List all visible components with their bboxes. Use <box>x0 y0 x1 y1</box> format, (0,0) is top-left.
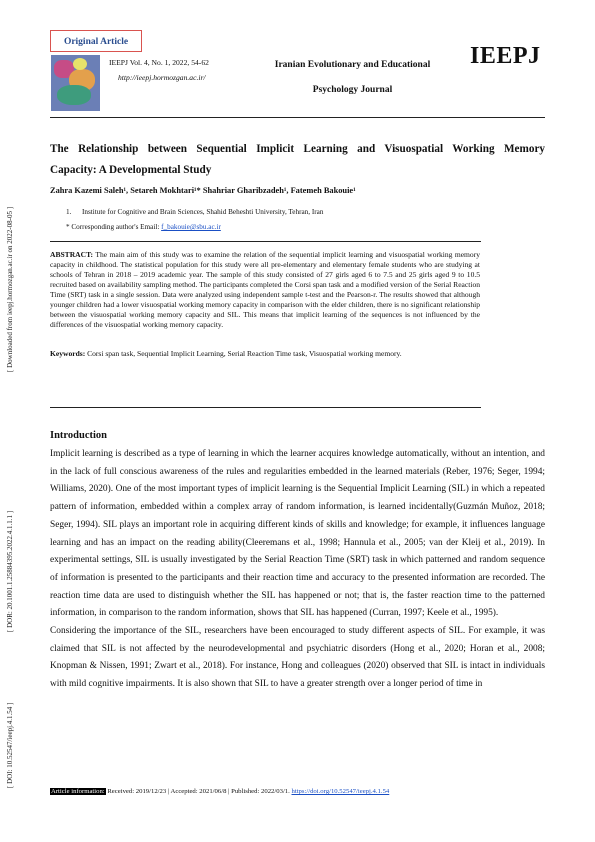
journal-name-line2: Psychology Journal <box>312 85 393 95</box>
corresponding-author <box>66 223 221 231</box>
article-info-footer <box>50 788 389 795</box>
corr-email-link[interactable]: f_bakouie@sbu.ac.ir <box>161 223 221 231</box>
side-dor: [ DOR: 20.1001.1.25884395.2022.4.1.1.1 ] <box>6 510 14 632</box>
abstract-top-rule <box>50 241 481 242</box>
abstract-bottom-rule <box>50 407 481 408</box>
doi-link[interactable]: https://doi.org/10.52547/ieepj.4.1.54 <box>291 788 390 795</box>
footer-label: Article information: <box>51 788 105 795</box>
keywords-label: Keywords: <box>50 349 86 358</box>
journal-abbreviation: IEEPJ <box>470 43 541 69</box>
journal-cover-image <box>51 55 100 111</box>
abstract <box>50 250 480 330</box>
side-downloaded-note: [ Downloaded from ieepj.hormozgan.ac.ir on 2022-08-05 ] <box>6 206 14 372</box>
author-list: Zahra Kazemi Saleh¹, Setareh Mokhtari¹* Shahriar Gharibzadeh¹, Fatemeh Bakouie¹ <box>50 186 356 195</box>
journal-url[interactable]: http://ieepj.hormozgan.ac.ir/ <box>118 73 206 82</box>
footer-dates: Received: 2019/12/23 | Accepted: 2021/06/8 | Published: 2022/03/1. <box>105 788 292 795</box>
affiliation <box>66 208 323 216</box>
introduction-body <box>50 446 545 694</box>
side-doi: [ DOI: 10.52547/ieepj.4.1.54 ] <box>6 702 14 788</box>
keywords-text: Corsi span task, Sequential Implicit Learning, Serial Reaction Time task, Visuospatial working memory. <box>85 349 402 358</box>
corr-label: * Corresponding author's Email: <box>66 223 162 231</box>
affiliation-text: Institute for Cognitive and Brain Sciences, Shahid Beheshti University, Tehran, Iran <box>82 208 324 216</box>
journal-name-line1: Iranian Evolutionary and Educational <box>274 60 431 70</box>
article-title-line2: Capacity: A Developmental Study <box>50 164 212 176</box>
intro-paragraph-1: Implicit learning is described as a type of learning in which the learner acquires knowledge automatically, without an intention, and in the lack of full conscious awareness of the rules and regularities embedded in the learned materials (Reber, 1976; Seger, 1994; Williams, 2020). One of the most important types of implicit learning is the Sequential Implicit Learning (SIL) in which a repeated pattern of information, embedded within a complex array of random information, is learned incidentally(Guzmán Muñoz, 2018; Seger, 1994). SIL plays an important role in acquiring different kinds of skills and knowledge; for example, it influences language learning and has an impact on the reading ability(Cleeremans et al., 1998; Hannula et al., 2005; van der Kleij et al., 2019). In experimental settings, SIL is usually investigated by the Serial Reaction Time (SRT) task in which patterned and random sequence of information is presented to the participants and their reaction time and accuracy to the presented information are recorded. The reaction time data are used to distinguish whether the SIL has happened or not; that is, the faster reaction time to the patterned information, in comparison to the random information, shows that SIL has happened (Curran, 1997; Keele et al., 1995). <box>50 449 545 619</box>
volume-info: IEEPJ Vol. 4, No. 1, 2022, 54-62 <box>109 58 209 67</box>
article-title-line1: The Relationship between Sequential Implicit Learning and Visuospatial Working Memory <box>50 143 545 155</box>
keywords <box>50 349 480 360</box>
abstract-text: The main aim of this study was to examine the relation of the sequential implicit learning and visuospatial working memory capacity in childhood. The statistical population for this study were all pre-elementary and elementary female students who are studying at schools of Tehran in 2018 – 2019 academic year. The sample of this study consisted of 27 girls aged 6 to 7.5 and 25 girls aged 9 to 10.5 recruited based on availability sampling method. The participants completed the Corsi span task and a modified version of the Serial Reaction Time (SRT) task in a single session. Data were analyzed using independent sample t-test and the Pearson-r. The results showed that although younger children had a lower visuospatial working memory capacity in comparison with the elder children, there is no significant relationship between the visuospatial working memory capacity and SIL. This means that implicit learning of the sequences is not influenced by the differences of the visuospatial working memory capacity. <box>50 250 480 330</box>
intro-paragraph-2: Considering the importance of the SIL, researchers have been encouraged to study different aspects of SIL. For example, it was claimed that SIL is not affected by the neurodevelopmental and psychiatric disorders (Hong et al., 2020; Horan et al., 2008; Knopman & Nissen, 1991; Zwart et al., 2018). For instance, Hong and colleagues (2020) observed that SIL is intact in individuals with mild cognitive impairments. It is also shown that SIL to have a greater strength over a longer period of time in <box>50 626 545 690</box>
affiliation-number: 1. <box>66 208 72 216</box>
header-divider <box>50 117 545 118</box>
article-type-badge: Original Article <box>50 30 142 52</box>
introduction-heading: Introduction <box>50 430 107 441</box>
abstract-label: ABSTRACT: <box>50 250 94 259</box>
